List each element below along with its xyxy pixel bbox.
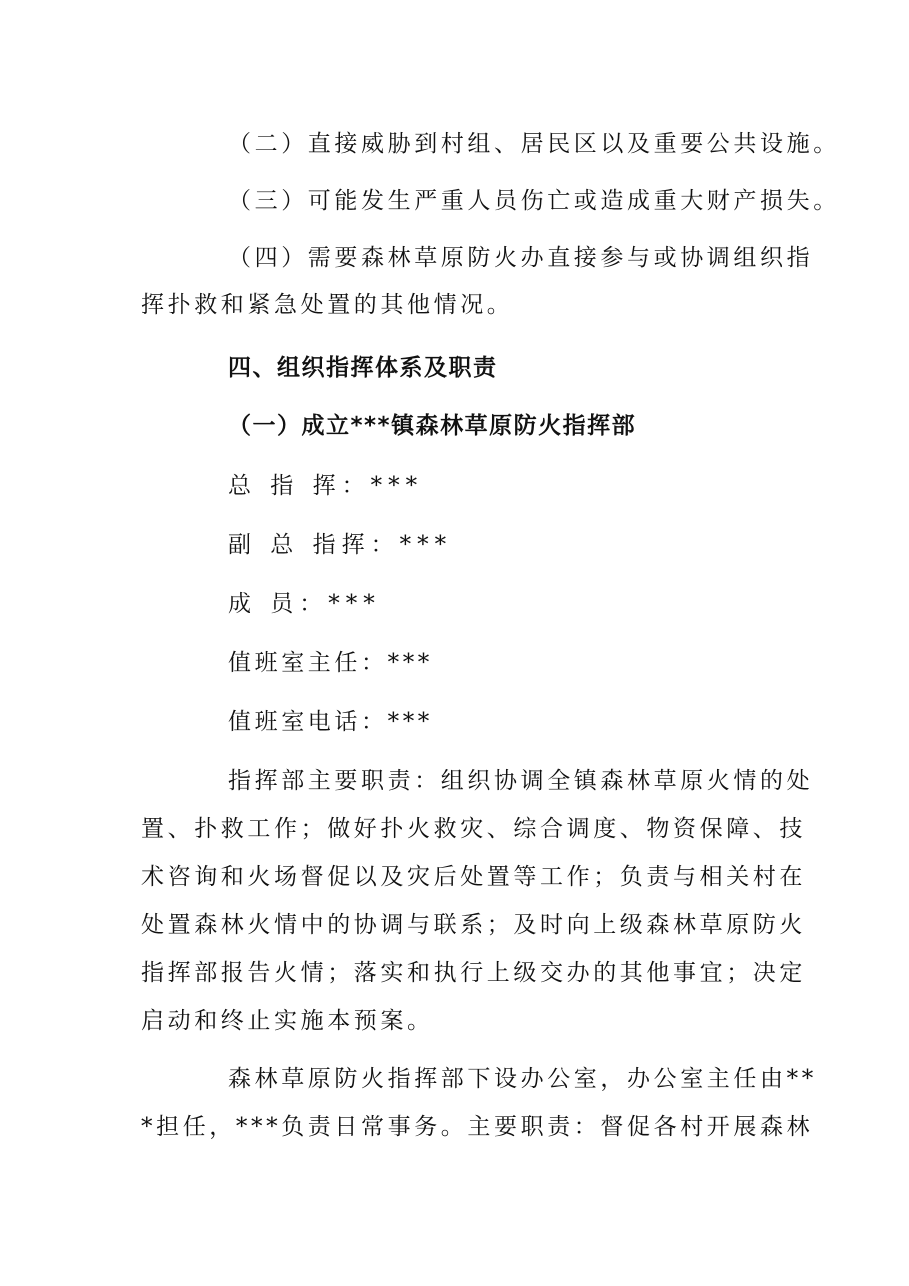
- paragraph-line: 处置森林火情中的协调与联系；及时向上级森林草原防火: [141, 912, 806, 938]
- members-line: 成 员：***: [228, 591, 381, 617]
- paragraph-line: 森林草原防火指挥部下设办公室，办公室主任由**: [228, 1066, 817, 1092]
- paragraph-line: 术咨询和火场督促以及灾后处置等工作；负责与相关村在: [141, 864, 806, 890]
- paragraph-line: 启动和终止实施本预案。: [141, 1008, 434, 1034]
- paragraph-line: （四）需要森林草原防火办直接参与或协调组织指: [228, 245, 814, 271]
- deputy-commander-line: 副 总 指挥：***: [228, 532, 453, 558]
- duty-room-phone-line: 值班室电话：***: [228, 709, 433, 735]
- paragraph-line: （三）可能发生严重人员伤亡或造成重大财产损失。: [228, 188, 840, 214]
- paragraph-line: （二）直接威胁到村组、居民区以及重要公共设施。: [228, 131, 840, 157]
- subsection-heading: （一）成立***镇森林草原防火指挥部: [228, 413, 637, 439]
- section-heading: 四、组织指挥体系及职责: [228, 355, 498, 381]
- paragraph-line: 指挥部主要职责：组织协调全镇森林草原火情的处: [228, 768, 814, 794]
- paragraph-line: *担任，***负责日常事务。主要职责：督促各村开展森林: [141, 1114, 814, 1140]
- paragraph-line: 指挥部报告火情；落实和执行上级交办的其他事宜；决定: [141, 960, 806, 986]
- commander-line: 总 指 挥：***: [228, 473, 424, 499]
- paragraph-line: 挥扑救和紧急处置的其他情况。: [141, 292, 514, 318]
- duty-room-director-line: 值班室主任：***: [228, 650, 433, 676]
- paragraph-line: 置、扑救工作；做好扑火救灾、综合调度、物资保障、技: [141, 816, 806, 842]
